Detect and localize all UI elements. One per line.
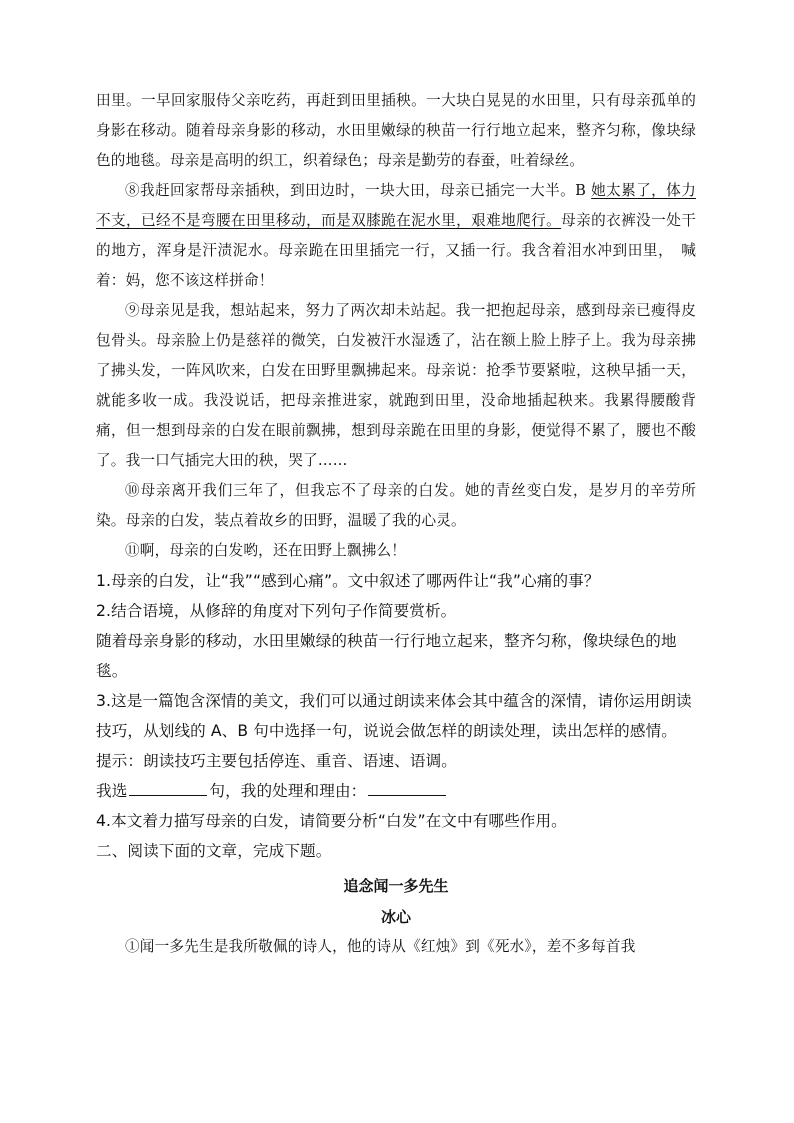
paragraph-8-text-end: 母亲的衣裤没一处干的地方，浑身是汗渍泥水。母亲跪在田里插完一行，又插一行。我含着泪水冲到田里， 喊着：妈，您不该这样拼命！ (96, 212, 696, 289)
article-author: 冰心 (380, 908, 411, 926)
passage-paragraph-11: ⑪啊，母亲的白发哟，还在田野上飘拂么！ (125, 542, 407, 559)
question-3-answer-line (96, 776, 696, 806)
question-4: 4.本文着力描写母亲的白发，请简要分析“白发”在文中有哪些作用。 (96, 812, 567, 830)
underlined-sentence-b: 她太累了，体力不支，已经不是弯腰在田里移动，而是双膝跪在泥水里，艰难地爬行。 (96, 182, 696, 229)
question-2: 2.结合语境，从修辞的角度对下列句子作简要赏析。 (96, 602, 457, 620)
passage-paragraph-7: 田里。一早回家服侍父亲吃药，再赶到田里插秧。一大块白晃晃的水田里，只有母亲孤单的身影在移动。随着母亲身影的移动，水田里嫩绿的秧苗一行行地立起来，整齐匀称，像块绿色的地毯。母亲是高明的织工，织着绿色；母亲是勤劳的春蚕，吐着绿丝。 (96, 92, 696, 169)
answer-blank-sentence[interactable] (129, 781, 207, 796)
answer-label-choose: 我选 (96, 782, 128, 800)
answer-blank-reason[interactable] (368, 781, 446, 796)
passage-paragraph-9: ⑨母亲见是我，想站起来，努力了两次却未站起。我一把抱起母亲，感到母亲已瘦得皮包骨头。母亲脸上仍是慈祥的微笑，白发被汗水湿透了，沾在额上脸上脖子上。我为母亲拂了拂头发，一阵风吹来，白发在田野里飘拂起来。母亲说：抢季节要紧啦，这秧早插一天，就能多收一成。我没说话，把母亲推进家，就跑到田里，没命地插起秧来。我累得腰酸背痛，但一想到母亲的白发在眼前飘拂，想到母亲跪在田里的身影，便觉得不累了，腰也不酸了。我一口气插完大田的秧，哭了…… (96, 302, 696, 469)
article-paragraph-1: ①闻一多先生是我所敬佩的诗人，他的诗从《红烛》到《死水》，差不多每首我 (125, 938, 636, 955)
question-3-hint: 提示：朗读技巧主要包括停连、重音、语速、语调。 (96, 752, 457, 770)
answer-label-reason: 句，我的处理和理由： (209, 782, 367, 800)
question-3: 3.这是一篇饱含深情的美文，我们可以通过朗读来体会其中蕴含的深情，请你运用朗读技巧，从划线的 A、B 句中选择一句，说说会做怎样的朗读处理，读出怎样的感情。 (96, 692, 692, 740)
paragraph-8-text: ⑧我赶回家帮母亲插秧，到田边时，一块大田，母亲已插完一大半。B (125, 182, 592, 199)
article-title: 追念闻一多先生 (343, 877, 449, 895)
section-2-heading: 二、阅读下面的文章，完成下题。 (96, 842, 332, 860)
passage-paragraph-10: ⑩母亲离开我们三年了，但我忘不了母亲的白发。她的青丝变白发，是岁月的辛劳所染。母亲的白发，装点着故乡的田野，温暖了我的心灵。 (96, 482, 696, 529)
document-page (96, 86, 696, 962)
passage-paragraph-8 (96, 176, 696, 296)
question-1: 1.母亲的白发，让“我”“感到心痛”。文中叙述了哪两件让“我”心痛的事？ (96, 572, 600, 590)
question-2-sentence: 随着母亲身影的移动，水田里嫩绿的秧苗一行行地立起来，整齐匀称，像块绿色的地毯。 (96, 632, 677, 680)
